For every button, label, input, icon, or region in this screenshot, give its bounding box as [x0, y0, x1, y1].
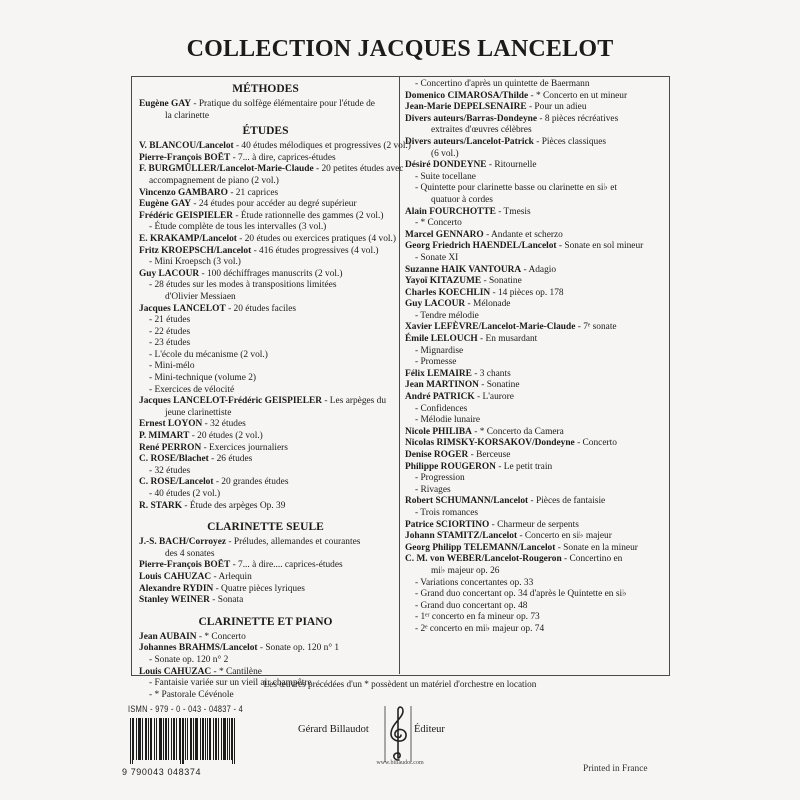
catalog-subentry: - 22 études [149, 326, 191, 337]
barcode-number: 9 790043 048374 [122, 767, 202, 777]
composer-name: Marcel GENNARO [405, 229, 484, 240]
composer-name: Nicolas RIMSKY-KORSAKOV/Dondeyne [405, 438, 575, 449]
catalog-entry [405, 438, 663, 450]
barcode-bar [160, 718, 161, 760]
catalog-subentry: - L'école du mécanisme (2 vol.) [149, 349, 268, 360]
work-title: - Sonata [209, 595, 244, 606]
barcode-bar [145, 718, 146, 760]
catalog-subentry: - Sonate XI [415, 252, 459, 263]
composer-name: Stanley WEINER [139, 595, 210, 606]
catalog-entry [139, 188, 392, 200]
catalog-entry [139, 419, 392, 431]
catalog-entry [405, 322, 663, 334]
composer-name: Yayoï KITAZUME [405, 276, 482, 287]
ismn-code: ISMN - 979 - 0 - 043 - 04837 - 4 [128, 704, 244, 714]
catalog-entry [405, 114, 663, 126]
publisher-url: www.billaudot.com [376, 760, 424, 766]
printed-in-label: Printed in France [583, 764, 648, 774]
work-title: - Sonate en sol mineur [556, 241, 644, 252]
barcode-bar [176, 718, 177, 760]
catalog-entry [405, 427, 663, 439]
catalog-entry [405, 543, 663, 555]
work-title: - 32 études [202, 419, 246, 430]
composer-name: Jean AUBAIN [139, 631, 197, 642]
catalog-entry [139, 199, 392, 211]
composer-name: Pierre-François BOËT [139, 560, 231, 571]
publisher-title: Éditeur [414, 724, 445, 735]
composer-name: Louis CAHUZAC [139, 666, 212, 677]
catalog-subentry: - Fantaisie variée sur un vieil air champêtre [149, 678, 312, 689]
catalog-subentry: - 21 études [149, 315, 191, 326]
section-heading: MÉTHODES [232, 83, 299, 95]
work-title: - Concerto en si♭ majeur [517, 531, 612, 542]
barcode-bar [140, 718, 141, 760]
barcode-bar [183, 718, 184, 764]
composer-name: R. STARK [139, 500, 183, 511]
composer-name: Domenico CIMAROSA/Thilde [405, 90, 529, 101]
work-title: - Sonate op. 120 n° 1 [257, 643, 340, 654]
catalog-subentry: - Concertino d'après un quintette de Baermann [415, 79, 590, 89]
work-title: - Sonatine [481, 276, 522, 287]
catalog-entry [405, 230, 663, 242]
work-title: - 21 caprices [227, 187, 279, 198]
barcode-bar [231, 718, 232, 760]
catalog-entry [139, 304, 392, 316]
catalog-subentry: des 4 sonates [165, 548, 215, 559]
catalog-entry [139, 501, 392, 513]
work-title: - Préludes, allemandes et courantes [226, 537, 361, 548]
barcode-bar [221, 718, 222, 760]
composer-name: Désiré DONDEYNE [405, 160, 487, 171]
barcode-bar [174, 718, 175, 760]
catalog-subentry: - Mélodie lunaire [415, 415, 481, 426]
barcode-bar [173, 718, 174, 760]
composer-name: C. ROSE/Blachet [139, 454, 209, 465]
barcode-bar [223, 718, 224, 760]
work-title: - Tmesis [495, 206, 531, 217]
work-title: - Mélonade [465, 299, 511, 310]
work-title: - Concertino en [561, 554, 623, 565]
barcode-bar [205, 718, 206, 760]
catalog-subentry: - Grand duo concertant op. 48 [415, 600, 528, 611]
catalog-entry [405, 531, 663, 543]
section-heading: ÉTUDES [242, 125, 289, 138]
composer-name: Eugène GAY [139, 99, 192, 109]
catalog-entry [139, 153, 392, 165]
publisher-name: Gérard Billaudot [298, 724, 369, 735]
catalog-entry [405, 276, 663, 288]
composer-name: Robert SCHUMANN/Lancelot [405, 496, 529, 507]
catalog-entry [139, 164, 404, 176]
catalog-entry [139, 572, 392, 584]
work-title: - 14 pièces op. 178 [490, 287, 564, 298]
right-column [405, 79, 663, 636]
catalog-subentry: la clarinette [165, 110, 209, 121]
work-title: - 7... à dire.... caprices-études [230, 560, 343, 571]
composer-name: Divers auteurs/Lancelot-Patrick [405, 136, 534, 147]
catalog-subentry: - Grand duo concertant op. 34 d'après le Quintette en si♭ [415, 589, 627, 600]
composer-name: Johann STAMITZ/Lancelot [405, 531, 518, 542]
barcode-bar [179, 718, 180, 760]
catalog-entry [139, 643, 392, 655]
barcode-bar [224, 718, 225, 760]
catalog-entry [405, 450, 663, 462]
catalog-entry [139, 632, 392, 644]
work-title: - Les arpèges du [322, 396, 387, 407]
composer-name: Divers auteurs/Barras-Dondeyne [405, 113, 538, 124]
barcode-bar [216, 718, 217, 760]
barcode-bar [132, 718, 133, 764]
catalog-subentry: - Mini-mélo [149, 361, 195, 372]
composer-name: Alexandre RYDIN [139, 583, 214, 594]
composer-name: Guy LACOUR [139, 268, 200, 279]
barcode-bar [166, 718, 167, 760]
composer-name: Johannes BRAHMS/Lancelot [139, 643, 258, 654]
work-title: - Pièces classiques [533, 136, 607, 147]
catalog-subentry: - 32 études [149, 465, 191, 476]
treble-clef-logo [377, 704, 419, 764]
work-title: - 20 études ou exercices pratiques (4 vol.) [236, 233, 396, 244]
barcode-bar [196, 718, 197, 760]
barcode-bar [207, 718, 208, 760]
barcode-bar [191, 718, 192, 760]
catalog-entry [405, 207, 663, 219]
work-title: - Sonatine [478, 380, 520, 391]
catalog-subentry: - Tendre mélodie [415, 310, 479, 321]
composer-name: J.-S. BACH/Corroyez [139, 537, 227, 548]
barcode-bar [139, 718, 140, 760]
work-title: - 7ᵉ sonate [575, 322, 617, 333]
catalog-entry [405, 102, 663, 114]
work-title: - Ritournelle [486, 160, 537, 171]
work-title: - Berceuse [468, 450, 511, 460]
catalog-entry [139, 667, 392, 679]
barcode-bar [234, 718, 235, 764]
work-title: - * Concerto en ut mineur [528, 90, 628, 101]
composer-name: C. ROSE/Lancelot [139, 477, 214, 488]
catalog-subentry: - 40 études (2 vol.) [149, 489, 221, 499]
barcode-bar [197, 718, 198, 760]
composer-name: René PERRON [139, 442, 202, 453]
barcode-bar [182, 718, 183, 764]
work-title: - * Concerto da Camera [471, 426, 564, 437]
composer-name: Philippe ROUGERON [405, 461, 496, 472]
composer-name: E. KRAKAMP/Lancelot [139, 233, 237, 244]
catalog-subentry: - Mignardise [415, 345, 464, 356]
catalog-entry [405, 241, 663, 253]
work-title: - Charmeur de serpents [489, 519, 579, 530]
work-title: - * Cantilène [211, 666, 262, 677]
work-title: - * Concerto [196, 631, 246, 642]
barcode-bar [209, 718, 210, 760]
catalog-subentry: - 2ᵉ concerto en mi♭ majeur op. 74 [415, 623, 545, 634]
catalog-subentry: - Suite tocellane [415, 171, 476, 182]
catalog-entry [405, 299, 663, 311]
composer-name: André PATRICK [405, 392, 475, 403]
composer-name: C. M. von WEBER/Lancelot-Rougeron [405, 554, 562, 565]
barcode-bar [165, 718, 166, 760]
work-title: - 7... à dire, caprices-études [230, 152, 336, 163]
catalog-subentry: - Exercices de vélocité [149, 384, 235, 395]
catalog-entry [139, 584, 392, 596]
work-title: - Pratique du solfège élémentaire pour l'étude de [191, 99, 375, 109]
catalog-entry [405, 392, 663, 404]
composer-name: Vincenzo GAMBARO [139, 187, 228, 198]
composer-name: Ernest LOYON [139, 419, 203, 430]
composer-name: Jean-Marie DEPELSENAIRE [405, 102, 527, 113]
catalog-entry [139, 233, 396, 246]
composer-name: Fritz KROEPSCH/Lancelot [139, 245, 252, 256]
barcode-bar [168, 718, 169, 760]
composer-name: Jacques LANCELOT [139, 303, 226, 314]
work-title: - L'aurore [474, 392, 514, 403]
catalog-entry [139, 431, 392, 443]
barcode-bar [218, 718, 219, 760]
catalog-entry [405, 137, 663, 149]
barcode-bar [190, 718, 191, 760]
barcode-bar [200, 718, 201, 760]
composer-name: Émile LELOUCH [405, 334, 478, 345]
composer-name: Nicole PHILIBA [405, 426, 472, 437]
barcode-bar [148, 718, 149, 760]
catalog-entry [139, 537, 392, 549]
barcode-bar [187, 718, 188, 760]
composer-name: V. BLANCOU/Lancelot [139, 141, 234, 152]
composer-name: Georg Philipp TELEMANN/Lancelot [405, 542, 556, 553]
barcode-bar [154, 718, 155, 760]
composer-name: Eugène GAY [139, 199, 192, 210]
composer-name: Suzanne HAIK VANTOURA [405, 264, 522, 275]
barcode-bar [130, 718, 131, 764]
barcode-bar [159, 718, 160, 760]
work-title: - 20 études (2 vol.) [189, 431, 263, 442]
composer-name: F. BURGMÜLLER/Lancelot-Marie-Claude [139, 164, 314, 175]
composer-name: Jacques LANCELOT-Frédéric GEISPIELER [139, 396, 322, 407]
section-heading: CLARINETTE SEULE [207, 521, 324, 534]
catalog-entry [139, 560, 392, 572]
work-title: - Adagio [521, 264, 557, 275]
work-title: - 8 pièces récréatives [537, 113, 619, 124]
catalog-subentry: - Confidences [415, 403, 468, 414]
composer-name: Louis CAHUZAC [139, 571, 212, 582]
catalog-entry [139, 396, 392, 408]
work-title: - Pour un adieu [526, 102, 587, 113]
catalog-subentry: - Progression [415, 473, 465, 484]
barcode-bar [146, 718, 147, 760]
work-title: - 40 études mélodiques et progressives (2 vol.) [233, 141, 411, 152]
work-title: - 100 déchiffrages manuscrits (2 vol.) [199, 268, 343, 279]
work-title: - Pièces de fantaisie [528, 496, 606, 507]
work-title: - 20 études faciles [225, 303, 297, 314]
catalog-subentry: - Trois romances [415, 507, 479, 518]
barcode-bar [202, 718, 203, 760]
section-heading: CLARINETTE ET PIANO [198, 615, 333, 628]
catalog-entry [405, 265, 663, 277]
barcode-bar [210, 718, 211, 760]
catalog-subentry: - Sonate op. 120 n° 2 [149, 654, 229, 665]
catalog-subentry: d'Olivier Messiaen [165, 291, 236, 302]
catalog-entry [405, 288, 663, 300]
composer-name: P. MIMART [139, 431, 190, 442]
catalog-entry [139, 246, 392, 258]
work-title: - Exercices journaliers [201, 442, 288, 453]
barcode-bar [163, 718, 164, 760]
catalog-entry [405, 91, 663, 103]
composer-name: Jean MARTINON [405, 380, 479, 391]
catalog-entry [139, 477, 392, 489]
barcode-bar [180, 718, 181, 764]
composer-name: Pierre-François BOËT [139, 152, 231, 163]
catalog-entry [405, 160, 663, 172]
barcode-bar [136, 718, 137, 760]
catalog-entry [405, 520, 663, 532]
barcode-bar [195, 718, 196, 760]
page-title: COLLECTION JACQUES LANCELOT [186, 36, 614, 62]
composer-name: Charles KOECHLIN [405, 287, 491, 298]
catalog-subentry: - Mini Kroepsch (3 vol.) [149, 257, 241, 268]
catalog-subentry: - Quintette pour clarinette basse ou clarinette en si♭ et [415, 183, 618, 194]
barcode-bar [232, 718, 233, 764]
work-title: - Sonate en la mineur [555, 542, 638, 553]
work-title: - Le petit train [495, 461, 553, 472]
work-title: - 26 études [208, 454, 253, 465]
composer-name: Georg Friedrich HAENDEL/Lancelot [405, 241, 557, 252]
catalog-subentry: - Variations concertantes op. 33 [415, 577, 534, 588]
catalog-subentry: accompagnement de piano (2 vol.) [149, 175, 279, 186]
work-title: - Étude des arpèges Op. 39 [182, 500, 286, 511]
barcode-graphic [128, 718, 236, 764]
barcode-bar [161, 718, 162, 760]
catalog-subentry: - Mini-technique (volume 2) [149, 373, 257, 384]
catalog-subentry: quatuor à cordes [431, 194, 493, 205]
work-title: - 20 petites études avec [313, 164, 404, 175]
catalog-entry [405, 554, 663, 566]
barcode-bar [185, 718, 186, 760]
catalog-entry [139, 211, 392, 223]
catalog-subentry: - 1ᵉʳ concerto en fa mineur op. 73 [415, 612, 540, 623]
composer-name: Denise ROGER [405, 450, 469, 460]
barcode-bar [225, 718, 226, 760]
composer-name: Xavier LEFÈVRE/Lancelot-Marie-Claude [405, 322, 576, 333]
barcode-bar [227, 718, 228, 760]
catalog-entry [139, 454, 392, 466]
work-title: - Étude rationnelle des gammes (2 vol.) [233, 210, 384, 221]
composer-name: Félix LEMAIRE [405, 368, 472, 379]
work-title: - 416 études progressives (4 vol.) [251, 245, 379, 256]
catalog-subentry: - 23 études [149, 338, 191, 349]
catalog-subentry: - Promesse [415, 357, 457, 368]
barcode-bar [215, 718, 216, 760]
catalog-entry [139, 99, 392, 111]
composer-name: Guy LACOUR [405, 299, 466, 310]
catalog-entry [405, 496, 663, 508]
barcode-bar [138, 718, 139, 760]
work-title: - 20 grandes études [213, 477, 289, 488]
catalog-entry [405, 369, 663, 381]
work-title: - Arlequin [211, 571, 252, 582]
work-title: - 3 chants [471, 368, 511, 379]
composer-name: Patrice SCIORTINO [405, 519, 490, 530]
barcode-bar [133, 718, 134, 760]
barcode-bar [156, 718, 157, 760]
composer-name: Alain FOURCHOTTE [405, 206, 496, 217]
work-title: - En musardant [477, 334, 538, 345]
catalog-subentry: jeune clarinettiste [165, 407, 232, 418]
composer-name: Frédéric GEISPIELER [139, 210, 234, 221]
catalog-subentry: - 28 études sur les modes à transpositions limitées [149, 280, 337, 291]
barcode-bar [142, 718, 143, 760]
catalog-subentry: - * Concerto [415, 218, 462, 229]
work-title: - Quatre pièces lyriques [213, 583, 305, 594]
catalog-subentry: (6 vol.) [431, 148, 459, 159]
catalog-subentry: - Étude complète de tous les intervalles (3 vol.) [149, 222, 327, 233]
catalog-entry [405, 462, 663, 474]
catalog-subentry: mi♭ majeur op. 26 [431, 565, 500, 576]
catalog-entry [139, 141, 411, 153]
work-title: - 24 études pour accéder au degré supérieur [191, 199, 357, 210]
catalog-subentry: - Rivages [415, 484, 451, 495]
catalog-entry [139, 443, 392, 455]
work-title: - Concerto [574, 438, 617, 449]
catalog-entry [139, 595, 392, 607]
barcode-bar [171, 718, 172, 760]
barcode-bar [151, 718, 152, 760]
orchestra-footnote: Les œuvres précédées d'un * possèdent un matériel d'orchestre en location [263, 679, 537, 689]
catalog-entry [139, 269, 392, 281]
barcode-bar [203, 718, 204, 760]
catalog-entry [405, 334, 663, 346]
catalog-subentry: extraites d'œuvres célèbres [431, 125, 532, 136]
barcode-bar [193, 718, 194, 760]
barcode-bar [150, 718, 151, 760]
work-title: - Andante et scherzo [483, 229, 563, 240]
catalog-entry [405, 380, 663, 392]
catalog-subentry: - * Pastorale Cévénole [149, 689, 234, 700]
barcode-bar [213, 718, 214, 760]
barcode-bar [229, 718, 230, 760]
